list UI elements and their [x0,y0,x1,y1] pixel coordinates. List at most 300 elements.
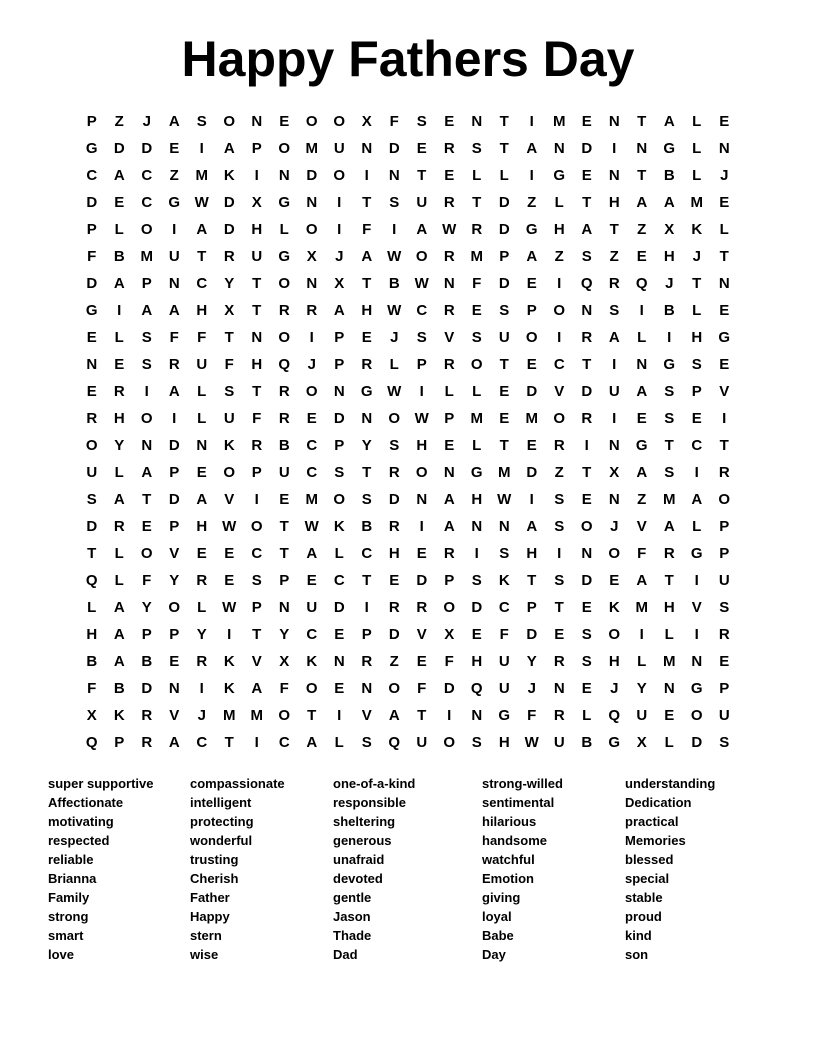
grid-cell-r21-c4: E [169,653,180,670]
grid-cell-r7-c22: J [665,275,674,292]
grid-cell-r3-c9: D [306,167,318,184]
word-list-item: smart [48,928,84,943]
grid-cell-r13-c8: B [278,437,290,454]
grid-cell-r3-c2: A [113,167,125,184]
grid-cell-r17-c22: R [663,545,675,562]
grid-cell-r3-c16: L [499,167,509,184]
word-list [0,774,816,964]
grid-cell-r24-c23: D [691,734,703,751]
grid-cell-r16-c4: P [169,518,180,535]
grid-cell-r4-c9: N [306,194,318,211]
grid-cell-r1-c21: T [637,113,647,130]
grid-cell-r5-c1: P [86,221,97,238]
word-list-item: sheltering [333,814,396,829]
grid-cell-r24-c13: U [416,734,428,751]
grid-cell-r11-c19: D [581,383,593,400]
grid-cell-r4-c6: D [223,194,235,211]
grid-cell-r7-c14: N [443,275,455,292]
grid-cell-r18-c11: T [362,572,372,589]
grid-cell-r13-c13: H [416,437,428,454]
grid-cell-r6-c14: R [443,248,455,265]
grid-cell-r18-c18: S [554,572,565,589]
word-list-item: trusting [190,852,239,867]
grid-cell-r13-c5: N [196,437,208,454]
grid-cell-r15-c3: T [142,491,152,508]
grid-cell-r6-c16: P [499,248,510,265]
grid-cell-r12-c21: E [636,410,647,427]
grid-cell-r7-c16: D [498,275,510,292]
grid-cell-r7-c21: Q [635,275,648,292]
word-list-item: wonderful [190,833,253,848]
grid-cell-r23-c16: G [498,707,511,724]
grid-cell-r11-c20: U [608,383,620,400]
grid-cell-r21-c18: R [553,653,565,670]
grid-cell-r14-c24: R [718,464,730,481]
grid-cell-r22-c7: A [251,680,263,697]
word-list-item: intelligent [190,795,252,810]
grid-cell-r4-c1: D [86,194,98,211]
grid-cell-r1-c14: E [444,113,455,130]
grid-cell-r22-c11: N [361,680,373,697]
grid-cell-r3-c15: L [472,167,482,184]
grid-cell-r4-c2: E [114,194,125,211]
grid-cell-r21-c7: V [251,653,262,670]
word-list-item: hilarious [482,814,537,829]
grid-cell-r7-c18: I [557,275,562,292]
word-list-item: strong [48,909,89,924]
grid-cell-r9-c14: V [444,329,455,346]
grid-cell-r5-c16: D [498,221,510,238]
grid-cell-r13-c4: D [168,437,180,454]
grid-cell-r11-c7: T [252,383,262,400]
grid-cell-r18-c16: K [498,572,510,589]
grid-cell-r12-c7: F [252,410,262,427]
grid-cell-r13-c22: T [664,437,674,454]
grid-cell-r6-c10: J [335,248,344,265]
grid-cell-r9-c21: L [637,329,647,346]
grid-cell-r13-c10: P [334,437,345,454]
word-list-item: Jason [333,909,371,924]
grid-cell-r9-c11: E [361,329,372,346]
grid-cell-r15-c15: H [471,491,483,508]
grid-cell-r21-c14: F [444,653,454,670]
grid-cell-r20-c11: P [361,626,372,643]
grid-cell-r9-c23: H [691,329,703,346]
grid-cell-r7-c17: E [526,275,537,292]
grid-cell-r20-c7: T [252,626,262,643]
word-list-item: understanding [625,776,716,791]
grid-cell-r20-c20: O [608,626,621,643]
grid-cell-r17-c1: T [87,545,97,562]
grid-cell-r2-c21: N [636,140,648,157]
grid-cell-r2-c20: I [612,140,617,157]
grid-cell-r21-c17: Y [526,653,537,670]
grid-cell-r24-c15: S [471,734,482,751]
word-list-item: super supportive [48,776,154,791]
grid-cell-r22-c9: O [305,680,318,697]
grid-cell-r12-c8: R [278,410,290,427]
grid-cell-r7-c10: X [334,275,345,292]
grid-cell-r4-c19: T [582,194,592,211]
grid-cell-r8-c13: C [416,302,428,319]
grid-cell-r13-c11: Y [361,437,372,454]
grid-cell-r6-c8: G [278,248,291,265]
grid-cell-r12-c10: D [333,410,345,427]
grid-cell-r24-c24: S [719,734,730,751]
grid-cell-r21-c9: K [306,653,318,670]
grid-cell-r23-c17: F [527,707,537,724]
grid-cell-r13-c9: C [306,437,318,454]
grid-cell-r24-c5: C [196,734,208,751]
grid-cell-r16-c6: W [222,518,237,535]
grid-cell-r23-c22: E [664,707,675,724]
grid-cell-r8-c16: S [499,302,510,319]
grid-cell-r13-c6: K [223,437,235,454]
grid-cell-r11-c24: V [719,383,730,400]
grid-cell-r8-c18: O [553,302,566,319]
grid-cell-r15-c11: S [361,491,372,508]
grid-cell-r15-c2: A [113,491,125,508]
grid-cell-r2-c24: N [718,140,730,157]
grid-cell-r9-c10: P [334,329,345,346]
grid-cell-r17-c14: R [443,545,455,562]
grid-cell-r3-c11: I [364,167,369,184]
grid-cell-r13-c14: E [444,437,455,454]
grid-cell-r3-c20: N [608,167,620,184]
grid-cell-r8-c4: A [168,302,180,319]
grid-cell-r17-c10: L [334,545,344,562]
grid-cell-r5-c4: I [172,221,177,238]
grid-cell-r20-c23: I [694,626,699,643]
grid-cell-r15-c14: A [443,491,455,508]
grid-cell-r22-c10: E [334,680,345,697]
grid-cell-r4-c18: L [554,194,564,211]
grid-cell-r11-c23: P [691,383,702,400]
grid-cell-r16-c17: A [526,518,538,535]
grid-cell-r22-c20: J [610,680,619,697]
grid-cell-r8-c17: P [526,302,537,319]
grid-cell-r17-c8: T [279,545,289,562]
grid-cell-r19-c6: W [222,599,237,616]
grid-cell-r22-c3: D [141,680,153,697]
grid-cell-r12-c20: I [612,410,617,427]
grid-cell-r22-c16: U [498,680,510,697]
grid-cell-r21-c20: H [608,653,620,670]
grid-cell-r19-c12: R [388,599,400,616]
grid-cell-r8-c11: H [361,302,373,319]
grid-cell-r23-c24: U [718,707,730,724]
word-list-item: reliable [48,852,94,867]
grid-cell-r6-c2: B [113,248,125,265]
grid-cell-r9-c17: O [525,329,538,346]
grid-cell-r13-c1: O [85,437,98,454]
grid-cell-r16-c5: H [196,518,208,535]
grid-cell-r14-c20: X [609,464,620,481]
grid-cell-r4-c21: A [636,194,648,211]
grid-cell-r5-c15: R [471,221,483,238]
grid-cell-r19-c13: R [416,599,428,616]
grid-cell-r8-c8: R [278,302,290,319]
grid-cell-r11-c16: E [499,383,510,400]
grid-cell-r14-c7: P [251,464,262,481]
grid-cell-r13-c3: N [141,437,153,454]
grid-cell-r11-c13: I [419,383,424,400]
grid-cell-r2-c6: A [223,140,235,157]
grid-cell-r3-c14: E [444,167,455,184]
grid-cell-r2-c15: S [471,140,482,157]
grid-cell-r23-c13: T [417,707,427,724]
grid-cell-r14-c13: O [415,464,428,481]
grid-cell-r1-c15: N [471,113,483,130]
grid-cell-r21-c22: M [663,653,676,670]
grid-cell-r24-c2: P [114,734,125,751]
grid-cell-r22-c8: F [279,680,289,697]
grid-cell-r9-c20: A [608,329,620,346]
word-list-item: one-of-a-kind [333,776,416,791]
grid-cell-r11-c8: R [278,383,290,400]
grid-cell-r8-c1: G [85,302,98,319]
grid-cell-r24-c1: Q [85,734,98,751]
grid-cell-r1-c2: Z [114,113,124,130]
grid-cell-r13-c21: G [635,437,648,454]
word-list-item: Brianna [48,871,97,886]
grid-cell-r14-c11: T [362,464,372,481]
grid-cell-r11-c10: N [333,383,345,400]
grid-cell-r9-c16: U [498,329,510,346]
grid-cell-r10-c20: I [612,356,617,373]
grid-cell-r23-c23: O [690,707,703,724]
grid-cell-r24-c19: B [581,734,593,751]
grid-cell-r9-c8: O [278,329,291,346]
grid-cell-r12-c2: H [113,410,125,427]
grid-cell-r1-c9: O [305,113,318,130]
grid-cell-r16-c20: J [610,518,619,535]
grid-cell-r19-c1: L [87,599,97,616]
word-list-item: Father [190,890,230,905]
grid-cell-r12-c17: M [525,410,538,427]
grid-cell-r12-c23: E [691,410,702,427]
grid-cell-r15-c24: O [718,491,731,508]
grid-cell-r10-c8: Q [278,356,291,373]
grid-cell-r7-c2: A [113,275,125,292]
grid-cell-r10-c17: E [526,356,537,373]
grid-cell-r22-c17: J [527,680,536,697]
grid-cell-r16-c22: A [663,518,675,535]
grid-cell-r21-c1: B [86,653,98,670]
grid-cell-r7-c9: N [306,275,318,292]
grid-cell-r5-c21: Z [637,221,647,238]
grid-cell-r11-c15: L [472,383,482,400]
grid-cell-r2-c9: M [305,140,318,157]
grid-cell-r18-c10: C [333,572,345,589]
grid-cell-r4-c4: G [168,194,181,211]
grid-cell-r5-c10: I [337,221,342,238]
grid-cell-r22-c19: E [581,680,592,697]
grid-cell-r13-c16: T [499,437,509,454]
grid-cell-r10-c6: F [224,356,234,373]
word-list-item: respected [48,833,110,848]
grid-cell-r18-c6: E [224,572,235,589]
grid-cell-r4-c17: Z [527,194,537,211]
grid-cell-r7-c5: C [196,275,208,292]
grid-cell-r8-c20: S [609,302,620,319]
grid-cell-r18-c19: D [581,572,593,589]
grid-cell-r5-c13: A [416,221,428,238]
grid-cell-r21-c12: Z [389,653,399,670]
grid-cell-r10-c13: P [416,356,427,373]
grid-cell-r5-c8: L [279,221,289,238]
grid-cell-r11-c6: S [224,383,235,400]
grid-cell-r1-c22: A [663,113,675,130]
grid-cell-r4-c24: E [719,194,730,211]
grid-cell-r17-c20: O [608,545,621,562]
grid-cell-r5-c24: L [719,221,729,238]
grid-cell-r3-c13: T [417,167,427,184]
grid-cell-r24-c14: O [443,734,456,751]
grid-cell-r16-c18: S [554,518,565,535]
word-list-item: Memories [625,833,686,848]
grid-cell-r7-c23: T [692,275,702,292]
grid-cell-r14-c19: T [582,464,592,481]
grid-cell-r19-c18: T [554,599,564,616]
grid-cell-r2-c12: D [388,140,400,157]
grid-cell-r24-c3: R [141,734,153,751]
grid-cell-r2-c14: R [443,140,455,157]
grid-cell-r19-c19: E [581,599,592,616]
grid-cell-r20-c10: E [334,626,345,643]
grid-cell-r7-c19: Q [580,275,593,292]
grid-cell-r1-c10: O [333,113,346,130]
grid-cell-r18-c24: U [718,572,730,589]
grid-cell-r6-c1: F [87,248,97,265]
grid-cell-r18-c3: F [142,572,152,589]
grid-cell-r10-c15: O [470,356,483,373]
grid-cell-r20-c22: L [664,626,674,643]
grid-cell-r24-c11: S [361,734,372,751]
grid-cell-r3-c8: N [278,167,290,184]
grid-cell-r22-c6: K [223,680,235,697]
grid-cell-r16-c12: R [388,518,400,535]
word-list-item: stern [190,928,222,943]
word-list-item: loyal [482,909,512,924]
grid-cell-r9-c5: F [197,329,207,346]
grid-cell-r2-c11: N [361,140,373,157]
grid-cell-r1-c4: A [168,113,180,130]
grid-cell-r5-c5: A [196,221,208,238]
grid-cell-r1-c7: N [251,113,263,130]
grid-cell-r5-c3: O [140,221,153,238]
grid-cell-r8-c24: E [719,302,730,319]
grid-cell-r1-c16: T [499,113,509,130]
grid-cell-r23-c11: V [361,707,372,724]
grid-cell-r5-c18: H [553,221,565,238]
grid-cell-r5-c22: X [664,221,675,238]
grid-cell-r14-c10: S [334,464,345,481]
grid-cell-r20-c19: S [581,626,592,643]
grid-cell-r17-c24: P [719,545,730,562]
grid-cell-r16-c10: K [333,518,345,535]
grid-cell-r12-c13: W [414,410,429,427]
word-list-column-5 [625,774,816,964]
grid-cell-r4-c12: S [389,194,400,211]
grid-cell-r10-c5: U [196,356,208,373]
grid-cell-r1-c23: L [692,113,702,130]
grid-cell-r10-c16: T [499,356,509,373]
grid-cell-r4-c8: G [278,194,291,211]
grid-cell-r21-c19: S [581,653,592,670]
grid-cell-r6-c18: Z [554,248,564,265]
grid-cell-r11-c17: D [526,383,538,400]
word-list-item: Babe [482,928,514,943]
grid-cell-r12-c9: E [306,410,317,427]
grid-cell-r13-c20: N [608,437,620,454]
grid-cell-r9-c4: F [169,329,179,346]
grid-cell-r2-c23: L [692,140,702,157]
grid-cell-r3-c12: N [388,167,400,184]
grid-cell-r19-c11: I [364,599,369,616]
grid-cell-r9-c12: J [390,329,399,346]
grid-cell-r2-c22: G [663,140,676,157]
grid-cell-r7-c15: F [472,275,482,292]
grid-cell-r24-c8: C [278,734,290,751]
grid-cell-r11-c2: R [113,383,125,400]
grid-cell-r24-c16: H [498,734,510,751]
grid-cell-r16-c3: E [141,518,152,535]
word-list-column-2 [190,774,333,964]
grid-cell-r20-c14: X [444,626,455,643]
grid-cell-r2-c8: O [278,140,291,157]
grid-cell-r18-c7: S [251,572,262,589]
grid-cell-r5-c9: O [305,221,318,238]
grid-cell-r4-c16: D [498,194,510,211]
grid-cell-r15-c9: M [305,491,318,508]
grid-cell-r21-c11: R [361,653,373,670]
grid-cell-r23-c5: J [197,707,206,724]
grid-cell-r16-c16: N [498,518,510,535]
grid-cell-r14-c17: D [526,464,538,481]
grid-cell-r6-c24: T [719,248,729,265]
word-list-item: gentle [333,890,372,905]
grid-cell-r9-c9: I [309,329,314,346]
grid-cell-r17-c23: G [690,545,703,562]
grid-cell-r6-c5: T [197,248,207,265]
grid-cell-r23-c9: T [307,707,317,724]
word-list-item: strong-willed [482,776,563,791]
grid-cell-r3-c5: M [195,167,208,184]
grid-cell-r21-c16: U [498,653,510,670]
grid-cell-r11-c21: A [636,383,648,400]
grid-cell-r24-c6: T [224,734,234,751]
grid-cell-r5-c11: F [362,221,372,238]
grid-cell-r12-c16: E [499,410,510,427]
grid-cell-r16-c9: W [304,518,319,535]
grid-cell-r11-c5: L [197,383,207,400]
grid-cell-r17-c9: A [306,545,318,562]
grid-cell-r10-c14: R [443,356,455,373]
grid-cell-r20-c9: C [306,626,318,643]
grid-cell-r4-c5: W [194,194,209,211]
grid-cell-r13-c24: T [719,437,729,454]
grid-cell-r12-c3: O [140,410,153,427]
grid-cell-r3-c10: O [333,167,346,184]
word-list-item: sentimental [482,795,555,810]
word-list-item: wise [190,947,219,962]
grid-cell-r9-c24: G [718,329,731,346]
grid-cell-r16-c7: O [250,518,263,535]
grid-cell-r13-c17: E [526,437,537,454]
grid-cell-r18-c21: A [636,572,648,589]
grid-cell-r21-c5: R [196,653,208,670]
